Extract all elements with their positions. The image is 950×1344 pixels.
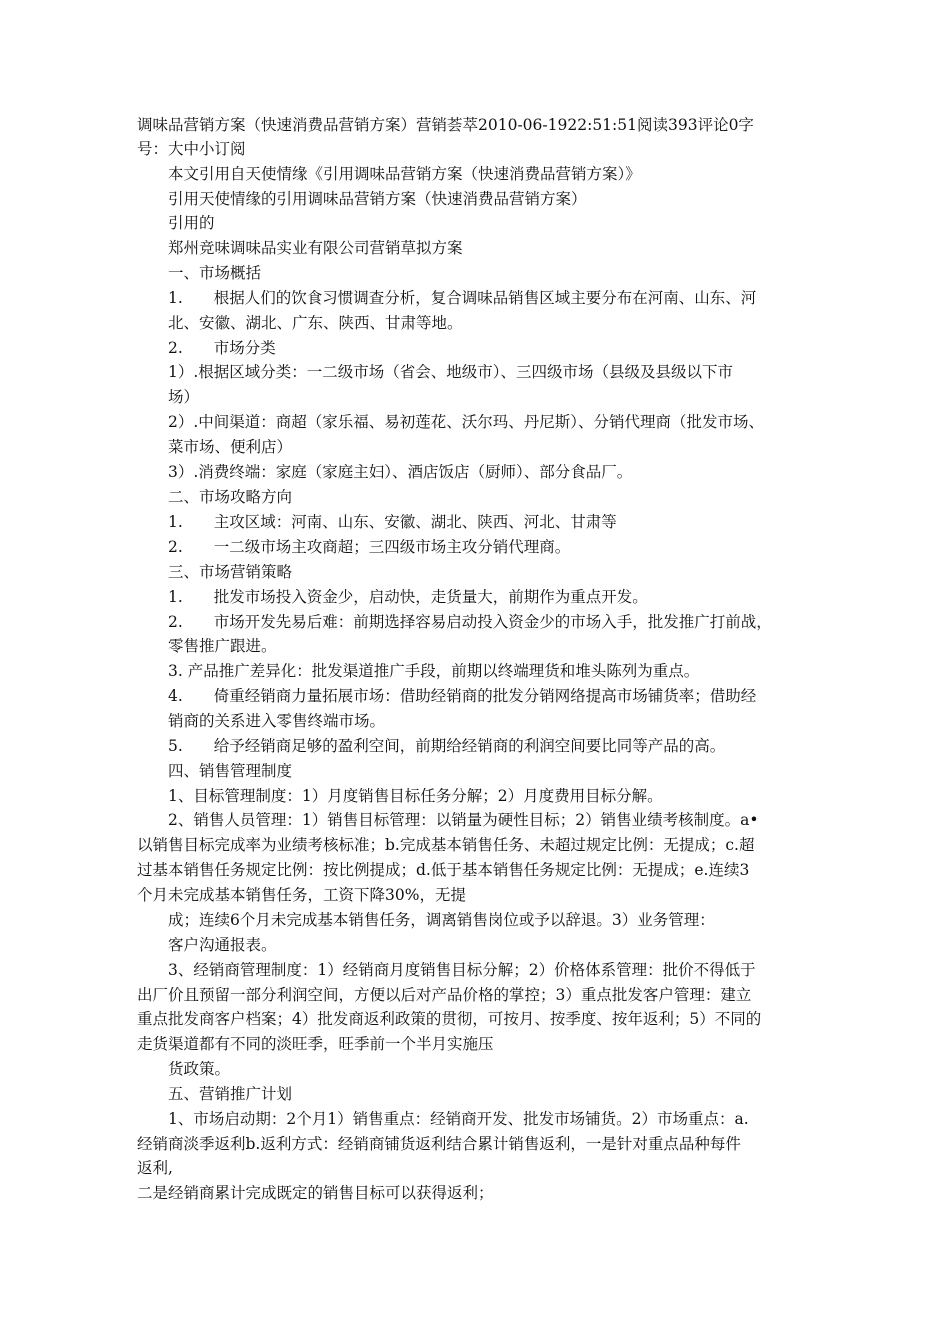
paragraph-line: 重点批发商客户档案；4）批发商返利政策的贯彻，可按月、按季度、按年返利；5）不同的 — [137, 1010, 762, 1028]
paragraph-line: 货政策。 — [168, 1060, 231, 1078]
paragraph-line: 2）.中间渠道：商超（家乐福、易初莲花、沃尔玛、丹尼斯）、分销代理商（批发市场、 — [168, 413, 765, 431]
section-heading: 三、市场营销策略 — [168, 563, 293, 581]
paragraph-line: 2. 市场开发先易后难：前期选择容易启动投入资金少的市场入手，批发推广打前战， — [168, 613, 772, 631]
paragraph-line: 成；连续6个月未完成基本销售任务，调离销售岗位或予以辞退。3）业务管理： — [168, 911, 715, 929]
paragraph-line: 二是经销商累计完成既定的销售目标可以获得返利； — [137, 1184, 494, 1202]
quote-line: 引用天使情缘的引用调味品营销方案（快速消费品营销方案） — [168, 190, 587, 208]
paragraph-line: 北、安徽、湖北、广东、陕西、甘肃等地。 — [168, 314, 463, 332]
paragraph-line: 1. 根据人们的饮食习惯调查分析，复合调味品销售区域主要分布在河南、山东、河 — [168, 289, 757, 307]
document-title: 郑州竞味调味品实业有限公司营销草拟方案 — [168, 239, 463, 257]
paragraph-line: 以销售目标完成率为业绩考核标准；b.完成基本销售任务、未超过规定比例：无提成；c.超 — [137, 836, 755, 854]
paragraph-line: 3、经销商管理制度：1）经销商月度销售目标分解；2）价格体系管理：批价不得低于 — [168, 961, 756, 979]
paragraph-line: 1、目标管理制度：1）月度销售目标任务分解；2）月度费用目标分解。 — [168, 787, 663, 805]
quote-line: 引用的 — [168, 214, 215, 232]
paragraph-line: 场） — [168, 388, 200, 406]
paragraph-line: 出厂价且预留一部分利润空间，方便以后对产品价格的掌控；3）重点批发客户管理：建立 — [137, 986, 752, 1004]
paragraph-line: 3）.消费终端：家庭（家庭主妇）、酒店饭店（厨师）、部分食品厂。 — [168, 463, 633, 481]
paragraph-line: 5. 给予经销商足够的盈利空间，前期给经销商的利润空间要比同等产品的高。 — [168, 737, 726, 755]
paragraph-line: 2. 市场分类 — [168, 339, 276, 357]
paragraph-line: 1. 主攻区域：河南、山东、安徽、湖北、陕西、河北、甘肃等 — [168, 513, 617, 531]
section-heading: 二、市场攻略方向 — [168, 488, 293, 506]
paragraph-line: 2. 一二级市场主攻商超；三四级市场主攻分销代理商。 — [168, 538, 571, 556]
paragraph-line: 1、市场启动期：2个月1）销售重点：经销商开发、批发市场铺货。2）市场重点：a. — [168, 1110, 749, 1128]
paragraph-line: 过基本销售任务规定比例：按比例提成；d.低于基本销售任务规定比例：无提成；e.连续3 — [137, 861, 750, 879]
quote-line: 本文引用自天使情缘《引用调味品营销方案（快速消费品营销方案）》 — [168, 165, 641, 183]
section-heading: 五、营销推广计划 — [168, 1085, 293, 1103]
paragraph-line: 4. 倚重经销商力量拓展市场：借助经销商的批发分销网络提高市场铺货率；借助经 — [168, 687, 757, 705]
paragraph-line: 返利, — [137, 1159, 173, 1177]
article-header-cont: 号：大中小订阅 — [137, 140, 246, 158]
paragraph-line: 个月未完成基本销售任务，工资下降30%，无提 — [137, 886, 466, 904]
paragraph-line: 3. 产品推广差异化：批发渠道推广手段，前期以终端理货和堆头陈列为重点。 — [168, 662, 700, 680]
paragraph-line: 走货渠道都有不同的淡旺季，旺季前一个半月实施压 — [137, 1035, 494, 1053]
paragraph-line: 经销商淡季返利b.返利方式：经销商铺货返利结合累计销售返利，一是针对重点品种每件 — [137, 1135, 741, 1153]
paragraph-line: 客户沟通报表。 — [168, 936, 277, 954]
paragraph-line: 1. 批发市场投入资金少，启动快，走货量大，前期作为重点开发。 — [168, 588, 648, 606]
article-header: 调味品营销方案（快速消费品营销方案）营销荟萃2010-06-1922:51:51阅读393评论0字 — [137, 116, 754, 134]
paragraph-line: 销商的关系进入零售终端市场。 — [168, 712, 386, 730]
paragraph-line: 零售推广跟进。 — [168, 637, 277, 655]
paragraph-line: 1）.根据区域分类：一二级市场（省会、地级市）、三四级市场（县级及县级以下市 — [168, 363, 734, 381]
paragraph-line: 2、销售人员管理：1）销售目标管理：以销量为硬性目标；2）销售业绩考核制度。a• — [168, 811, 759, 829]
section-heading: 四、销售管理制度 — [168, 762, 293, 780]
section-heading: 一、市场概括 — [168, 264, 262, 282]
paragraph-line: 菜市场、便利店） — [168, 438, 293, 456]
